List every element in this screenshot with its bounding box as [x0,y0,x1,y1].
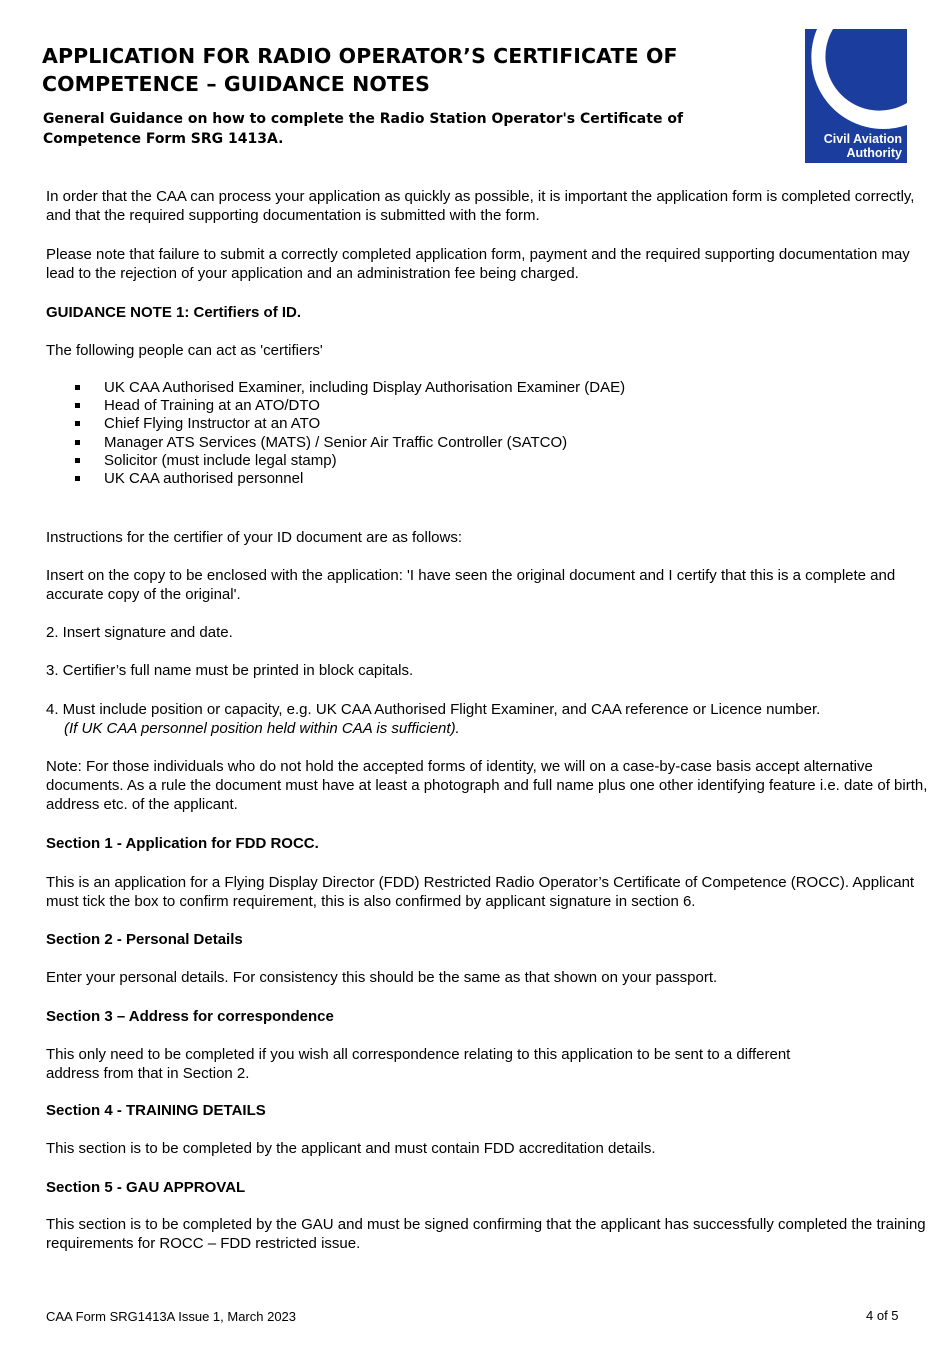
instruction-1: Insert on the copy to be enclosed with the application: 'I have seen the original document and I certify that this is a complete and accurate copy of the original'. [46,567,896,603]
instruction-4-note: (If UK CAA personnel position held within CAA is sufficient). [64,720,460,737]
certifiers-list [74,379,625,488]
intro-paragraph-2: Please note that failure to submit a correctly completed application form, payment and the required supporting documentation may lead to the rejection of your application and an administration fee being charged. [46,246,910,282]
instructions-lead: Instructions for the certifier of your ID document are as follows: [46,529,463,546]
list-item: Manager ATS Services (MATS) / Senior Air Traffic Controller (SATCO) [74,434,625,452]
list-item: Chief Flying Instructor at an ATO [74,415,625,433]
title-line-2: COMPETENCE – GUIDANCE NOTES [42,72,430,96]
page-title [42,42,742,98]
instruction-4 [46,700,936,738]
bullet-square-icon [75,476,80,481]
list-item: Solicitor (must include legal stamp) [74,452,625,470]
list-item: UK CAA Authorised Examiner, including Display Authorisation Examiner (DAE) [74,379,625,397]
bullet-square-icon [75,403,80,408]
caa-logo [805,29,907,163]
alternative-documents-note: Note: For those individuals who do not hold the accepted forms of identity, we will on a case-by-case basis accept alternative documents. As a rule the document must have at least a photograph and full name plus one other identifying feature i.e. date of birth, address etc. of the applicant. [46,758,928,813]
bullet-square-icon [75,440,80,445]
section-5-text: This section is to be completed by the GAU and must be signed confirming that the applicant has successfully completed the training requirements for ROCC – FDD restricted issue. [46,1216,926,1252]
subtitle-line-2: Competence Form SRG 1413A. [43,131,284,147]
section-4-text: This section is to be completed by the applicant and must contain FDD accreditation details. [46,1140,656,1157]
form-reference: CAA Form SRG1413A Issue 1, March 2023 [46,1309,297,1324]
bullet-square-icon [75,385,80,390]
list-item: UK CAA authorised personnel [74,470,625,488]
logo-line-1: Civil Aviation [823,132,902,146]
logo-line-2: Authority [846,146,902,160]
intro-paragraph-1: In order that the CAA can process your application as quickly as possible, it is important the application form is completed correctly, and that the required supporting documentation is submitted with the form. [46,188,915,224]
section-3-heading: Section 3 – Address for correspondence [46,1008,334,1025]
bullet-square-icon [75,458,80,463]
certifiers-lead: The following people can act as 'certifiers' [46,342,323,359]
instruction-2: 2. Insert signature and date. [46,624,233,641]
page-number: 4 of 5 [866,1308,899,1323]
subtitle-line-1: General Guidance on how to complete the Radio Station Operator's Certificate of [43,111,684,127]
logo-wordmark [824,132,902,160]
guidance-note-1-heading: GUIDANCE NOTE 1: Certifiers of ID. [46,304,302,321]
section-1-text: This is an application for a Flying Display Director (FDD) Restricted Radio Operator’s Certificate of Competence (ROCC). Applicant must tick the box to confirm requirement, this is also confirmed by applicant signature in section 6. [46,874,915,910]
section-2-heading: Section 2 - Personal Details [46,931,243,948]
bullet-square-icon [75,421,80,426]
section-5-heading: Section 5 - GAU APPROVAL [46,1179,246,1196]
page-subtitle [43,109,723,149]
section-2-text: Enter your personal details. For consistency this should be the same as that shown on your passport. [46,969,718,986]
instruction-4-text: 4. Must include position or capacity, e.g. UK CAA Authorised Flight Examiner, and CAA reference or Licence number. [46,701,821,718]
section-4-heading: Section 4 - TRAINING DETAILS [46,1102,266,1119]
list-item: Head of Training at an ATO/DTO [74,397,625,415]
section-3-text: This only need to be completed if you wish all correspondence relating to this application to be sent to a different address from that in Section 2. [46,1046,791,1082]
title-line-1: APPLICATION FOR RADIO OPERATOR’S CERTIFICATE OF [42,44,678,68]
instruction-3: 3. Certifier’s full name must be printed in block capitals. [46,662,414,679]
section-1-heading: Section 1 - Application for FDD ROCC. [46,835,319,852]
